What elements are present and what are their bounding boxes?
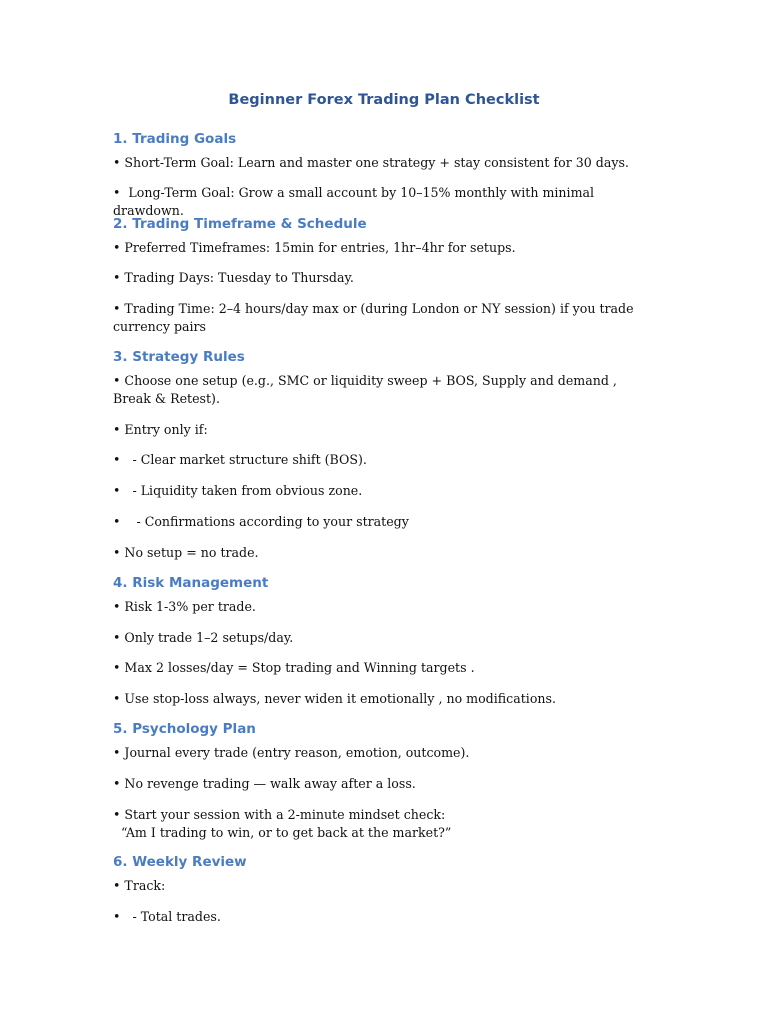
- list-item: • Max 2 losses/day = Stop trading and Winning targets .: [113, 660, 475, 675]
- section-heading-risk-management: 4. Risk Management: [113, 575, 269, 591]
- list-item: • Only trade 1–2 setups/day.: [113, 630, 294, 645]
- list-item: • - Liquidity taken from obvious zone.: [113, 483, 363, 498]
- list-item: • - Clear market structure shift (BOS).: [113, 452, 367, 467]
- section-heading-weekly-review: 6. Weekly Review: [113, 854, 247, 870]
- list-item: • - Confirmations according to your strategy: [113, 514, 409, 529]
- list-item: • Choose one setup (e.g., SMC or liquidity sweep + BOS, Supply and demand , Break & Retest).: [113, 373, 621, 406]
- list-item: • Track:: [113, 878, 166, 893]
- list-item: • Use stop-loss always, never widen it emotionally , no modifications.: [113, 691, 556, 706]
- list-item: • Start your session with a 2-minute mindset check: “Am I trading to win, or to get back at the market?”: [113, 807, 452, 840]
- section-heading-psychology-plan: 5. Psychology Plan: [113, 721, 256, 737]
- list-item: • Journal every trade (entry reason, emotion, outcome).: [113, 745, 470, 760]
- list-item: • Trading Days: Tuesday to Thursday.: [113, 270, 354, 285]
- section-heading-trading-goals: 1. Trading Goals: [113, 131, 237, 147]
- list-item: • Entry only if:: [113, 422, 208, 437]
- list-item: • Short-Term Goal: Learn and master one strategy + stay consistent for 30 days.: [113, 155, 629, 170]
- list-item: • No revenge trading — walk away after a loss.: [113, 776, 416, 791]
- list-item: • - Total trades.: [113, 909, 221, 924]
- document-title: Beginner Forex Trading Plan Checklist: [228, 92, 540, 108]
- section-heading-timeframe: 2. Trading Timeframe & Schedule: [113, 216, 367, 232]
- list-item: • Preferred Timeframes: 15min for entries, 1hr–4hr for setups.: [113, 240, 516, 255]
- list-item: • No setup = no trade.: [113, 545, 259, 560]
- list-item: • Trading Time: 2–4 hours/day max or (during London or NY session) if you trade currency pairs: [113, 301, 638, 334]
- list-item: • Risk 1-3% per trade.: [113, 599, 256, 614]
- list-item: • Long-Term Goal: Grow a small account by 10–15% monthly with minimal drawdown.: [113, 185, 599, 218]
- section-heading-strategy-rules: 3. Strategy Rules: [113, 349, 245, 365]
